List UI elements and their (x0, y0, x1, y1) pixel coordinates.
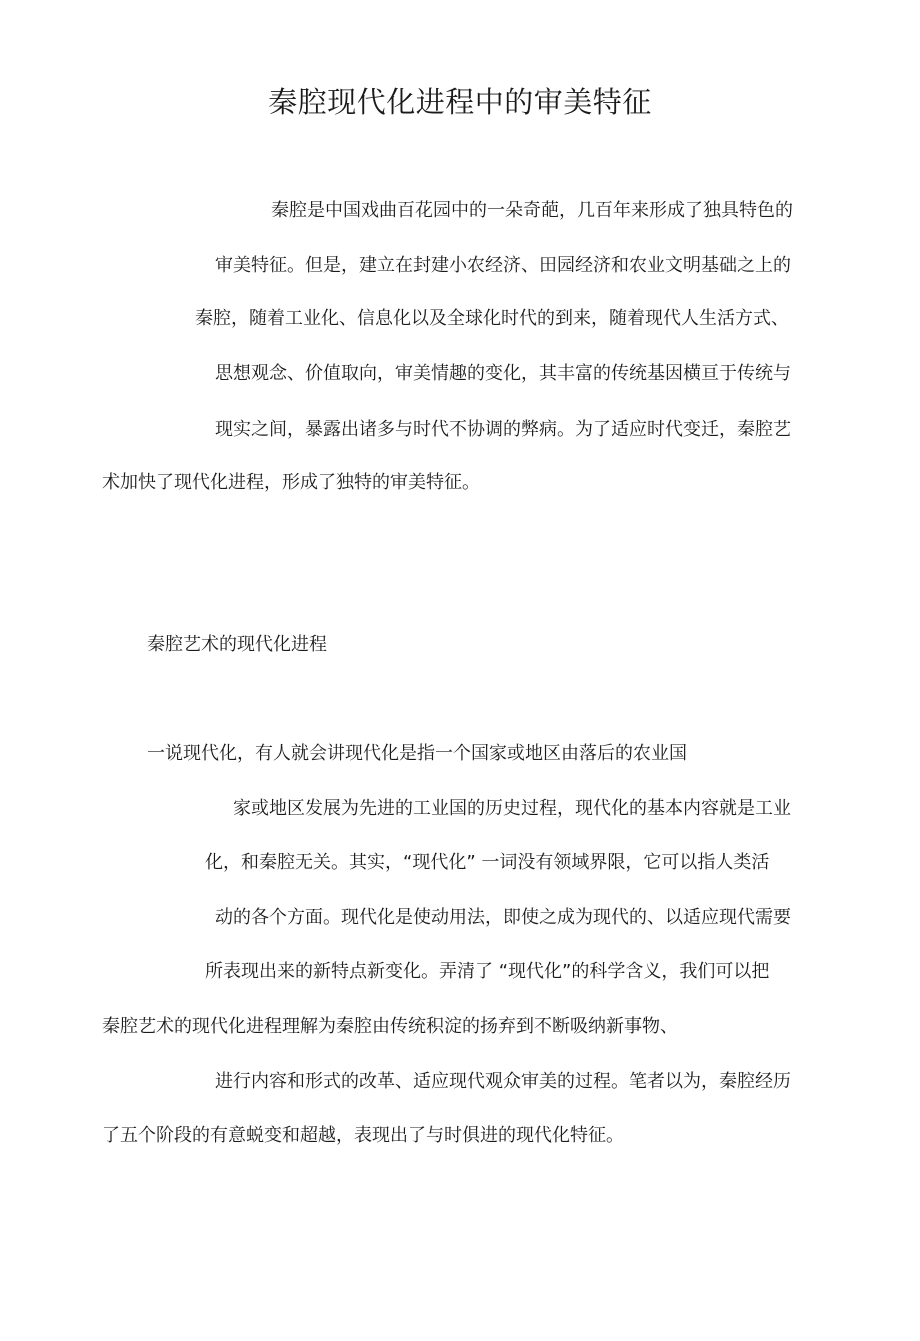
section-heading: 秦腔艺术的现代化进程 (147, 634, 327, 655)
intro-line-3: 秦腔，随着工业化、信息化以及全球化时代的到来，随着现代人生活方式、 (195, 308, 789, 329)
intro-line-6: 术加快了现代化进程，形成了独特的审美特征。 (102, 472, 480, 493)
body-line-7: 进行内容和形式的改革、适应现代观众审美的过程。笔者以为，秦腔经历 (215, 1071, 791, 1092)
body-line-4: 动的各个方面。现代化是使动用法，即使之成为现代的、以适应现代需要 (215, 907, 791, 928)
body-line-5: 所表现出来的新特点新变化。弄清了 “现代化”的科学含义，我们可以把 (205, 961, 770, 982)
document-title: 秦腔现代化进程中的审美特征 (268, 85, 652, 119)
intro-line-4: 思想观念、价值取向，审美情趣的变化，其丰富的传统基因横亘于传统与 (215, 363, 791, 384)
body-line-2: 家或地区发展为先进的工业国的历史过程，现代化的基本内容就是工业 (233, 798, 791, 819)
intro-line-1: 秦腔是中国戏曲百花园中的一朵奇葩，几百年来形成了独具特色的 (271, 200, 793, 221)
intro-line-5: 现实之间，暴露出诸多与时代不协调的弊病。为了适应时代变迁，秦腔艺 (215, 419, 791, 440)
intro-line-2: 审美特征。但是，建立在封建小农经济、田园经济和农业文明基础之上的 (215, 255, 791, 276)
body-line-8: 了五个阶段的有意蜕变和超越，表现出了与时俱进的现代化特征。 (102, 1125, 624, 1146)
body-line-1: 一说现代化，有人就会讲现代化是指一个国家或地区由落后的农业国 (147, 743, 687, 764)
body-line-3: 化，和秦腔无关。其实，“现代化” 一词没有领域界限，它可以指人类活 (205, 852, 770, 873)
body-line-6: 秦腔艺术的现代化进程理解为秦腔由传统积淀的扬弃到不断吸纳新事物、 (102, 1016, 678, 1037)
